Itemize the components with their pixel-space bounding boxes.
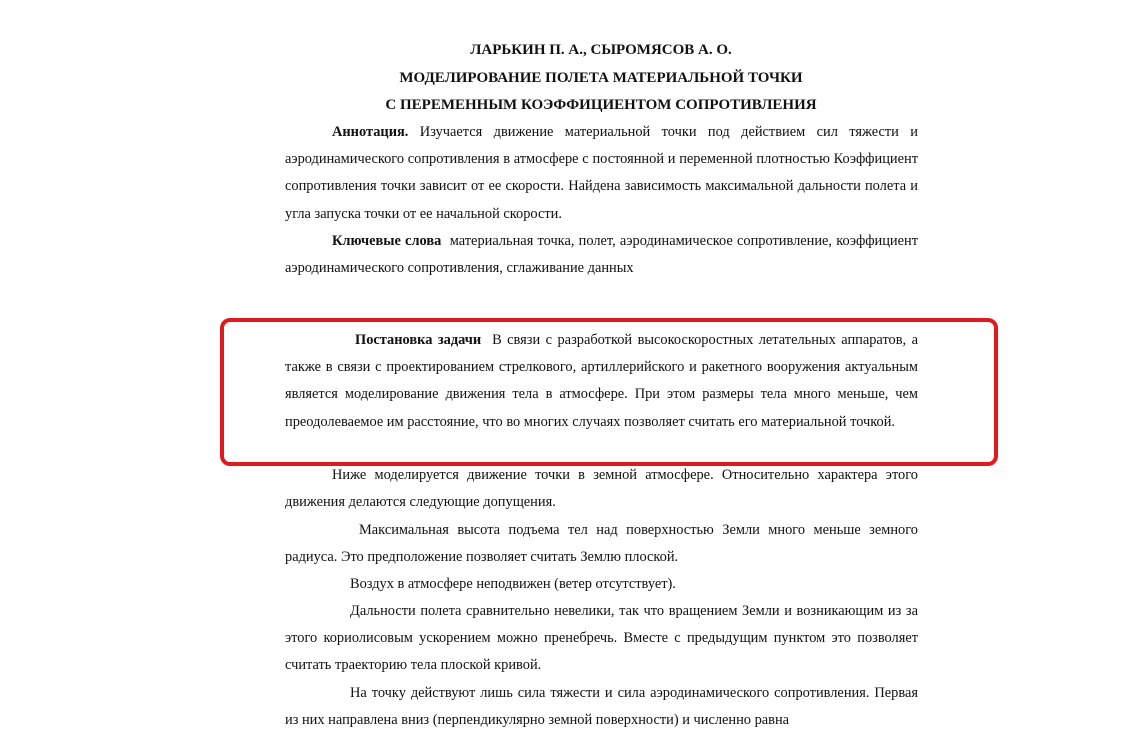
keywords-label: Ключевые слова (332, 233, 442, 249)
title-line-1: МОДЕЛИРОВАНИЕ ПОЛЕТА МАТЕРИАЛЬНОЙ ТОЧКИ (399, 70, 803, 86)
body-paragraph-5: На точку действуют лишь сила тяжести и сила аэродинамического сопротивления. Первая из них направлена вниз (перпендикулярно земной поверхности) и численно равна (285, 685, 918, 729)
abstract-text: Изучается движение материальной точки под действием сил тяжести и аэродинамического сопротивления в атмосфере с постоянной и переменной плотностью Коэффициент сопротивления точки зависит от ее скорости. Найдена зависимость максимальной дальности полета и угла запуска точки от ее начальной скорости. (285, 124, 918, 222)
body-paragraph-3: Воздух в атмосфере неподвижен (ветер отсутствует). (350, 576, 676, 592)
keywords-text: материальная точка, полет, аэродинамическое сопротивление, коэффициент аэродинамического сопротивления, сглаживание данных (285, 233, 918, 277)
keywords-paragraph (285, 228, 918, 282)
problem-statement-paragraph (285, 327, 918, 436)
body-paragraph-4: Дальности полета сравнительно невелики, так что вращением Земли и возникающим из за этого кориолисовым ускорением можно пренебречь. Вместе с предыдущим пунктом это позволяет считать траекторию тела плоской кривой. (285, 603, 918, 674)
body-paragraph-2: Максимальная высота подъема тел над поверхностью Земли много меньше земного радиуса. Это предположение позволяет считать Землю плоской. (285, 522, 918, 566)
abstract-label: Аннотация. (332, 124, 409, 140)
problem-text: В связи с разработкой высокоскоростных летательных аппаратов, а также в связи с проектированием стрелкового, артиллерийского и ракетного вооружения актуальным является моделирование движения тела в атмосфере. При этом размеры тела много меньше, чем преодолеваемое им расстояние, что во многих случаях позволяет считать его материальной точкой. (285, 332, 918, 430)
body-paragraph-1: Ниже моделируется движение точки в земной атмосфере. Относительно характера этого движения делаются следующие допущения. (285, 467, 918, 511)
title-line-2: С ПЕРЕМЕННЫМ КОЭФФИЦИЕНТОМ СОПРОТИВЛЕНИЯ (385, 97, 817, 113)
authors-heading: ЛАРЬКИН П. А., СЫРОМЯСОВ А. О. (470, 42, 732, 58)
problem-label: Постановка задачи (355, 332, 482, 348)
abstract-paragraph (285, 119, 918, 228)
